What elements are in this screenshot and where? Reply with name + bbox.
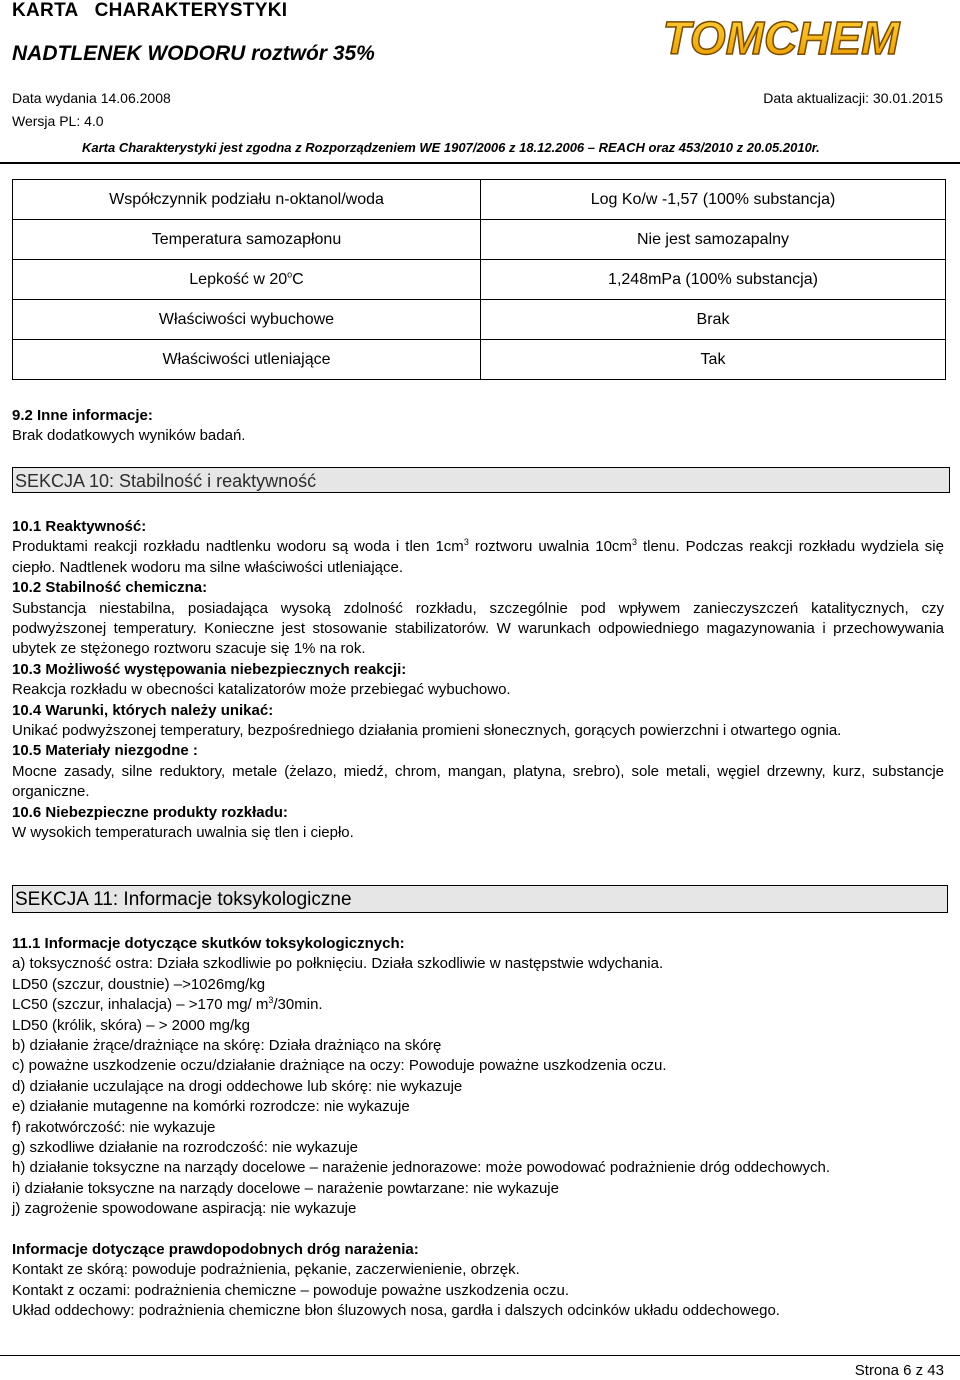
property-label: Temperatura samozapłonu xyxy=(13,220,481,260)
property-label: Współczynnik podziału n-oktanol/woda xyxy=(13,180,481,220)
property-value: 1,248mPa (100% substancja) xyxy=(481,260,946,300)
subsection-heading: 10.6 Niebezpieczne produkty rozkładu: xyxy=(12,803,288,821)
update-date: Data aktualizacji: 30.01.2015 xyxy=(763,90,943,106)
subsection-heading: 10.5 Materiały niezgodne : xyxy=(12,742,198,760)
table-row xyxy=(13,220,946,260)
property-label: Właściwości wybuchowe xyxy=(13,300,481,340)
subsection-heading: 9.2 Inne informacje: xyxy=(12,407,153,424)
footer-rule xyxy=(0,1355,960,1356)
paragraph: W wysokich temperaturach uwalnia się tlen i ciepło. xyxy=(12,824,354,842)
product-name: NADTLENEK WODORU roztwór 35% xyxy=(12,42,375,65)
property-label: Lepkość w 20$^o$C xyxy=(13,260,481,300)
issue-date: Data wydania 14.06.2008 xyxy=(12,90,171,106)
subsection-heading: Informacje dotyczące prawdopodobnych dróg narażenia: xyxy=(12,1240,419,1258)
properties-table xyxy=(12,179,946,380)
list-item: c) poważne uszkodzenie oczu/działanie drażniące na oczy: Powoduje poważne uszkodzenia oczu. xyxy=(12,1057,667,1075)
paragraph: Reakcja rozkładu w obecności katalizatorów może przebiegać wybuchowo. xyxy=(12,681,511,699)
list-item: j) zagrożenie spowodowane aspiracją: nie wykazuje xyxy=(12,1200,357,1218)
paragraph: Produktami reakcji rozkładu nadtlenku wodoru są woda i tlen $1cm^3$ roztworu uwalnia $10cm^3$ tlenu. Podczas reakcji rozkładu wydziela się ciepło. Nadtlenek wodoru ma silne właściwości utleniające. xyxy=(12,537,944,576)
subsection-heading: 10.1 Reaktywność: xyxy=(12,518,147,535)
property-value: Log Ko/w -1,57 (100% substancja) xyxy=(481,180,946,220)
subsection-heading: 10.2 Stabilność chemiczna: xyxy=(12,579,208,597)
subsection-heading: 11.1 Informacje dotyczące skutków toksykologicznych: xyxy=(12,935,405,952)
list-item: LD50 (królik, skóra) – > 2000 mg/kg xyxy=(12,1016,251,1034)
property-value: Tak xyxy=(481,340,946,380)
paragraph: Substancja niestabilna, posiadająca wysoką zdolność rozkładu, szczególnie pod wpływem zanieczyszczeń katalitycznych, czy podwyższonej temperatury. Konieczne jest stosowanie stabilizatorów. W warunkach odpowiedniego magazynowania i przechowywania ubytek ze stężonego roztworu szacuje się 1% na rok. xyxy=(12,599,944,658)
list-item: g) szkodliwe działanie na rozrodczość: nie wykazuje xyxy=(12,1139,358,1157)
table-row xyxy=(13,260,946,300)
property-value: Brak xyxy=(481,300,946,340)
version: Wersja PL: 4.0 xyxy=(12,113,104,129)
list-item: b) działanie żrące/drażniące na skórę: Działa drażniąco na skórę xyxy=(12,1037,442,1055)
list-item: Układ oddechowy: podrażnienia chemiczne błon śluzowych nosa, gardła i dalszych odcinków układu oddechowego. xyxy=(12,1301,780,1319)
paragraph: Mocne zasady, silne reduktory, metale (żelazo, miedź, chrom, mangan, platyna, srebro), sole metali, węgiel drzewny, kurz, substancje organiczne. xyxy=(12,762,944,801)
list-item: e) działanie mutagenne na komórki rozrodcze: nie wykazuje xyxy=(12,1098,410,1116)
tomchem-logo xyxy=(658,2,904,74)
document-title: KARTA CHARAKTERYSTYKI xyxy=(12,0,288,21)
table-row xyxy=(13,340,946,380)
subsection-heading: 10.3 Możliwość występowania niebezpiecznych reakcji: xyxy=(12,660,407,678)
section-10-header: SEKCJA 10: Stabilność i reaktywność xyxy=(12,467,950,493)
property-label: Właściwości utleniające xyxy=(13,340,481,380)
list-item: LD50 (szczur, doustnie) –>1026mg/kg xyxy=(12,975,266,993)
table-row xyxy=(13,300,946,340)
section-9-2 xyxy=(12,406,944,447)
list-item: Kontakt ze skórą: powoduje podrażnienia, pękanie, zaczerwienienie, obrzęk. xyxy=(12,1261,520,1279)
header-rule xyxy=(0,162,960,164)
list-item: a) toksyczność ostra: Działa szkodliwie po połknięciu. Działa szkodliwie w następstwie wdychania. xyxy=(12,955,664,973)
page-number: Strona 6 z 43 xyxy=(854,1362,944,1379)
list-item: d) działanie uczulające na drogi oddechowe lub skórę: nie wykazuje xyxy=(12,1077,463,1095)
paragraph: Unikać podwyższonej temperatury, bezpośredniego działania promieni słonecznych, gorących powierzchni i otwartego ognia. xyxy=(12,722,842,740)
list-item: f) rakotwórczość: nie wykazuje xyxy=(12,1118,216,1136)
list-item: h) działanie toksyczne na narządy docelowe – narażenie jednorazowe: może powodować podrażnienie dróg oddechowych. xyxy=(12,1159,831,1177)
paragraph: Brak dodatkowych wyników badań. xyxy=(12,427,246,445)
svg-text:TOMCHEM: TOMCHEM xyxy=(662,12,900,64)
compliance-note: Karta Charakterystyki jest zgodna z Rozporządzeniem WE 1907/2006 z 18.12.2006 – REACH oraz 453/2010 z 20.05.2010r. xyxy=(82,140,820,155)
section-11-body xyxy=(12,934,944,1321)
list-item: Kontakt z oczami: podrażnienia chemiczne – powoduje poważne uszkodzenia oczu. xyxy=(12,1281,569,1299)
section-11-header: SEKCJA 11: Informacje toksykologiczne xyxy=(12,885,948,913)
table-row xyxy=(13,180,946,220)
property-value: Nie jest samozapalny xyxy=(481,220,946,260)
list-item: LC50 (szczur, inhalacja) – >170 mg/ $m^3/30\min$. xyxy=(12,995,323,1014)
list-item: i) działanie toksyczne na narządy docelowe – narażenie powtarzane: nie wykazuje xyxy=(12,1179,559,1197)
subsection-heading: 10.4 Warunki, których należy unikać: xyxy=(12,701,274,719)
section-10-body xyxy=(12,517,944,844)
